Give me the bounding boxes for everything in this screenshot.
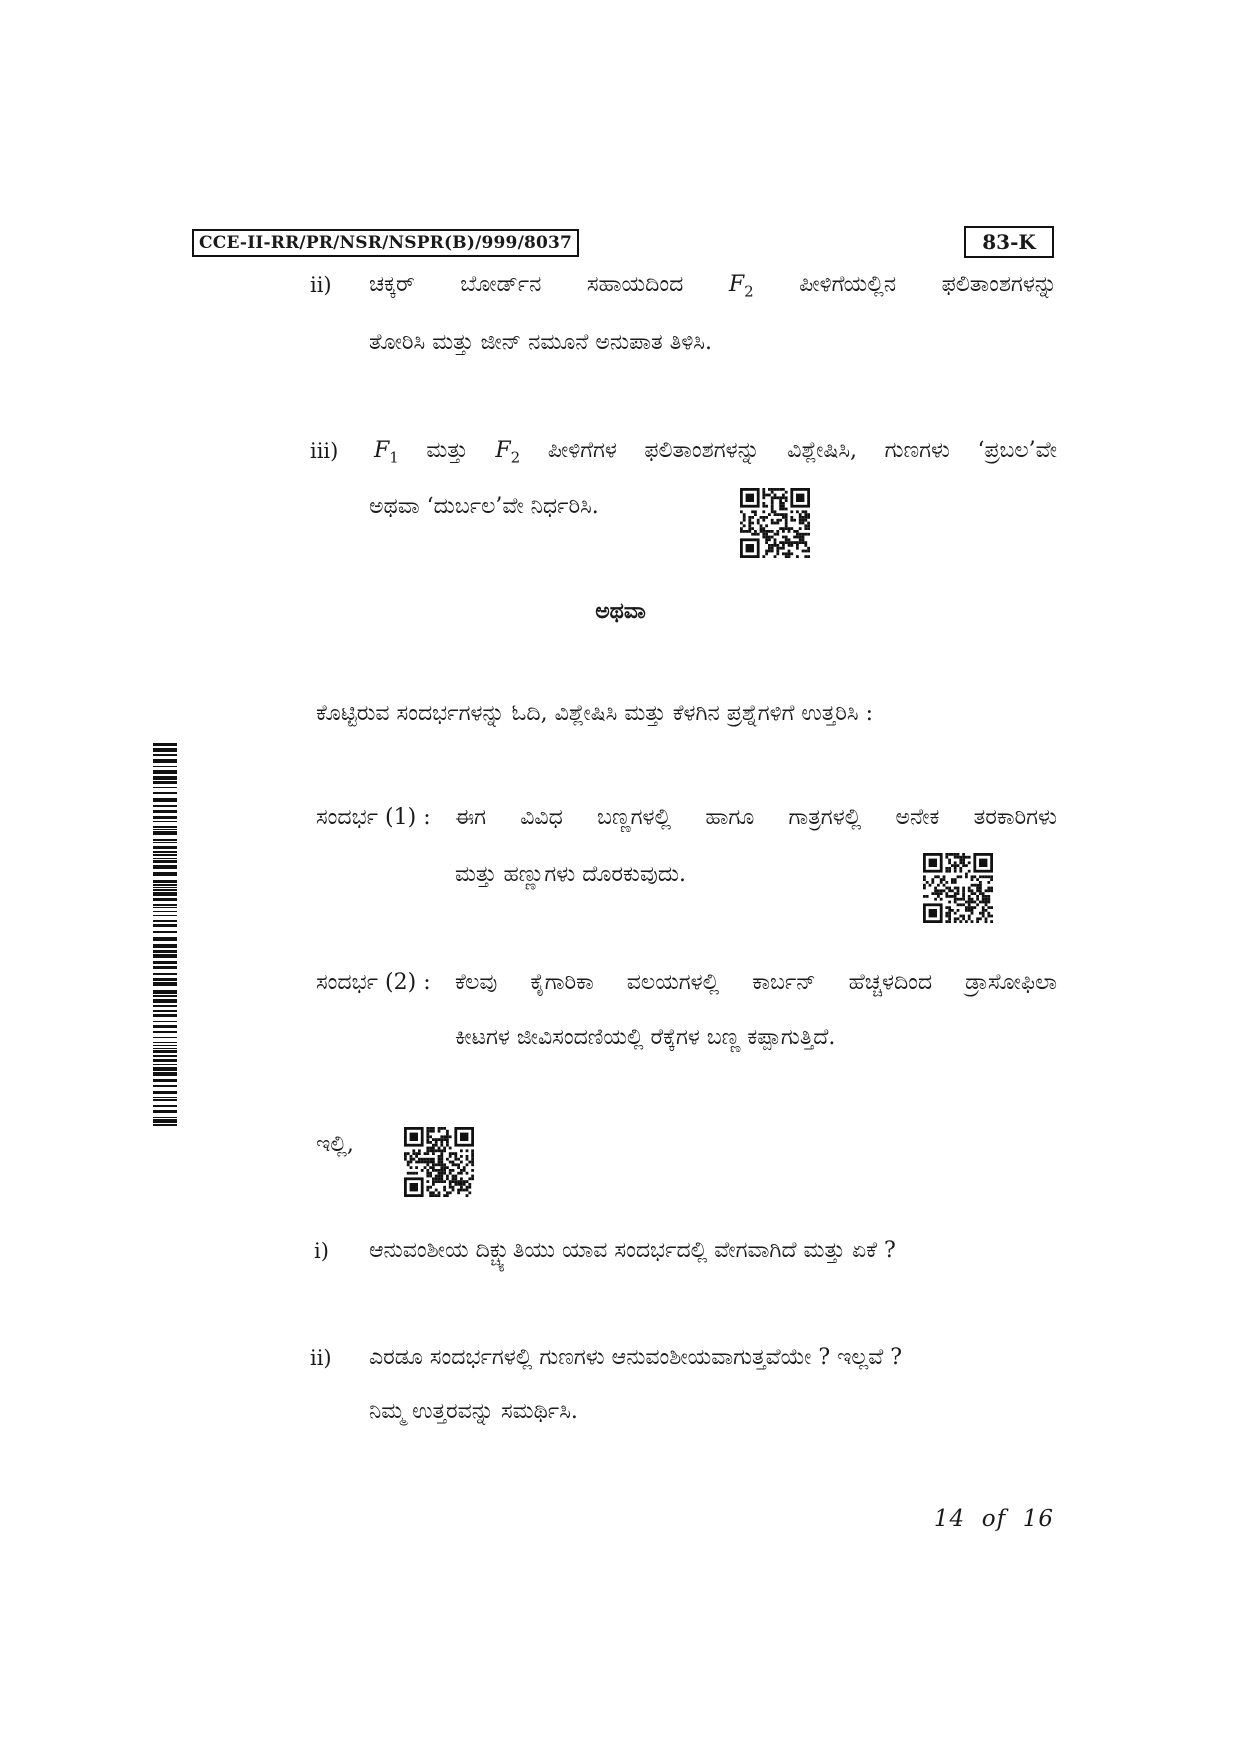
qr-code-1: [740, 488, 810, 558]
question-iii-line2: ಅಥವಾ ‘ದುರ್ಬಲ’ವೇ ನಿರ್ಧರಿಸಿ.: [369, 494, 599, 519]
barcode: [153, 743, 177, 1128]
question-iii-mid: ಮತ್ತು: [426, 438, 468, 463]
sub-question-i-label: i): [314, 1239, 329, 1263]
question-iii-label: iii): [310, 439, 339, 463]
subject-code: 83-K: [964, 226, 1054, 258]
context-1-line2: ಮತ್ತು ಹಣ್ಣುಗಳು ದೊರಕುವುದು.: [455, 862, 687, 887]
context-1-line1: ಈಗ ವಿವಿಧ ಬಣ್ಣಗಳಲ್ಲಿ ಹಾಗೂ ಗಾತ್ರಗಳಲ್ಲಿ ಅನೇಕ ತರಕಾರಿಗಳು: [455, 805, 1057, 830]
question-ii-line2: ತೋರಿಸಿ ಮತ್ತು ಜೀನ್ ನಮೂನೆ ಅನುಪಾತ ತಿಳಿಸಿ.: [369, 330, 712, 355]
sub-question-i-text: ಆನುವಂಶೀಯ ದಿಕ್ಚ್ಯುತಿಯು ಯಾವ ಸಂದರ್ಭದಲ್ಲಿ ವೇಗವಾಗಿದೆ ಮತ್ತು ಏಕೆ ?: [369, 1238, 896, 1263]
sub-question-ii-label: ii): [310, 1346, 332, 1370]
question-iii-line1: [374, 436, 1057, 472]
question-ii-line1: [369, 270, 1057, 306]
qr-code-3: [404, 1127, 474, 1197]
context-2-line2: ಕೀಟಗಳ ಜೀವಿಸಂದಣಿಯಲ್ಲಿ ರೆಕ್ಕೆಗಳ ಬಣ್ಣ ಕಪ್ಪಾಗುತ್ತಿದೆ.: [455, 1025, 836, 1050]
page-number: 14 of 16: [933, 1506, 1054, 1532]
qr-code-2: [923, 853, 993, 923]
question-ii-label: ii): [310, 273, 332, 297]
context-1-label: ಸಂದರ್ಭ (1) :: [316, 805, 431, 830]
question-ii-pre: ಚಕ್ಕರ್ ಬೋರ್ಡ್‌ನ ಸಹಾಯದಿಂದ: [369, 272, 684, 297]
sub-question-ii-line1: ಎರಡೂ ಸಂದರ್ಭಗಳಲ್ಲಿ ಗುಣಗಳು ಆನುವಂಶೀಯವಾಗುತ್ತವೆಯೇ ? ಇಲ್ಲವೆ ?: [369, 1345, 903, 1370]
paper-code: CCE-II-RR/PR/NSR/NSPR(B)/999/8037: [192, 229, 579, 257]
or-heading: ಅಥವಾ: [595, 598, 646, 624]
question-iii-post: ಪೀಳಿಗೆಗಳ ಫಲಿತಾಂಶಗಳನ್ನು ವಿಶ್ಲೇಷಿಸಿ, ಗುಣಗಳು ‘ಪ್ರಬಲ’ವೇ: [547, 438, 1058, 463]
question-iii-F1: $F_1$: [374, 438, 399, 467]
question-iii-F2: $F_2$: [495, 438, 521, 467]
question-ii-post: ಪೀಳಿಗೆಯಲ್ಲಿನ ಫಲಿತಾಂಶಗಳನ್ನು: [799, 272, 1057, 297]
context-2-line1: ಕೆಲವು ಕೈಗಾರಿಕಾ ವಲಯಗಳಲ್ಲಿ ಕಾರ್ಬನ್ ಹೆಚ್ಚಳದಿಂದ ಡ್ರಾಸೋಫಿಲಾ: [455, 970, 1057, 995]
question-ii-F2: $F_2$: [728, 272, 754, 301]
here-label: ಇಲ್ಲಿ,: [316, 1132, 354, 1157]
context-2-label: ಸಂದರ್ಭ (2) :: [316, 970, 431, 995]
instruction-text: ಕೊಟ್ಟಿರುವ ಸಂದರ್ಭಗಳನ್ನು ಓದಿ, ವಿಶ್ಲೇಷಿಸಿ ಮತ್ತು ಕೆಳಗಿನ ಪ್ರಶ್ನೆಗಳಿಗೆ ಉತ್ತರಿಸಿ :: [316, 701, 873, 726]
sub-question-ii-line2: ನಿಮ್ಮ ಉತ್ತರವನ್ನು ಸಮರ್ಥಿಸಿ.: [369, 1399, 578, 1424]
